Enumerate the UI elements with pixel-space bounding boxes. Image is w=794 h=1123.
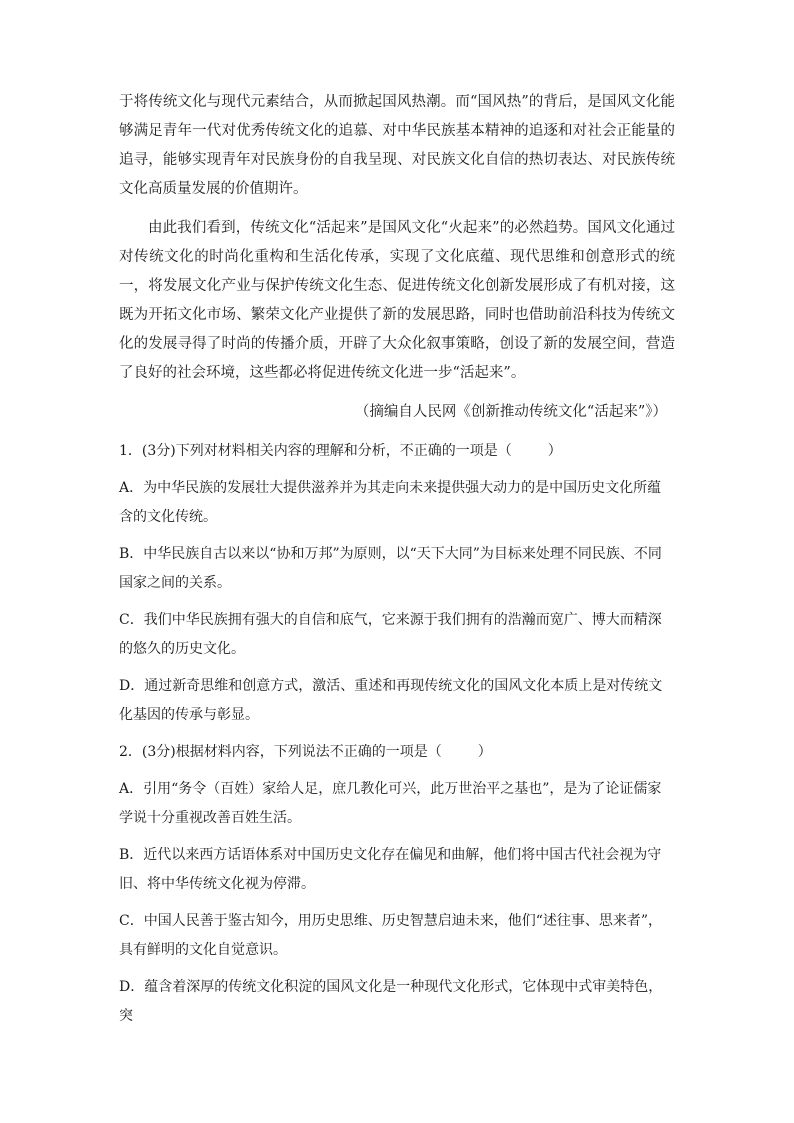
passage-paragraph-2: 由此我们看到，传统文化“活起来”是国风文化“火起来”的必然趋势。国风文化通过对传统文化的时尚化重构和生活化传承，实现了文化底蕴、现代思维和创意形式的统一，将发展文化产业与保护传统文化生态、促进传统文化创新发展形成了有机对接，这既为开拓文化市场、繁荣文化产业提供了新的发展思路，同时也借助前沿科技为传统文化的发展寻得了时尚的传播介质，开辟了大众化叙事策略，创设了新的发展空间，营造了良好的社会环境，这些都必将促进传统文化进一步“活起来”。 xyxy=(119,220,675,381)
passage-paragraph-1: 于将传统文化与现代元素结合，从而掀起国风热潮。而“国风热”的背后，是国风文化能够满足青年一代对优秀传统文化的追慕、对中华民族基本精神的追逐和对社会正能量的追寻，能够实现青年对民族身份的自我呈现、对民族文化自信的热切表达、对民族传统文化高质量发展的价值期许。 xyxy=(119,94,675,197)
question-2-option-a: A．引用“务令（百姓）家给人足，庶几教化可兴，此万世治平之基也”，是为了论证儒家学说十分重视改善百姓生活。 xyxy=(119,781,662,826)
passage-source: （摘编自人民网《创新推动传统文化“活起来”》） xyxy=(354,404,667,420)
question-2-option-b: B．近代以来西方话语体系对中国历史文化存在偏见和曲解，他们将中国古代社会视为守旧、将中华传统文化视为停滞。 xyxy=(119,847,662,892)
question-2-option-c: C．中国人民善于鉴古知今，用历史思维、历史智慧启迪未来，他们“述往事、思来者”，具有鲜明的文化自觉意识。 xyxy=(119,913,663,958)
question-1-stem: 1．(3分)下列对材料相关内容的理解和分析，不正确的一项是（ ） xyxy=(119,443,562,459)
question-1-option-a: A．为中华民族的发展壮大提供滋养并为其走向未来提供强大动力的是中国历史文化所蕴含的文化传统。 xyxy=(119,480,662,525)
question-2-option-d: D．蕴含着深厚的传统文化积淀的国风文化是一种现代文化形式，它体现中式审美特色，突 xyxy=(119,979,663,1024)
question-1-option-b: B．中华民族自古以来以“协和万邦”为原则，以“天下大同”为目标来处理不同民族、不同国家之间的关系。 xyxy=(119,546,662,591)
question-1-option-d: D．通过新奇思维和创意方式，激活、重述和再现传统文化的国风文化本质上是对传统文化基因的传承与彰显。 xyxy=(119,678,663,723)
question-2-stem: 2．(3分)根据材料内容，下列说法不正确的一项是（ ） xyxy=(119,744,492,760)
document-page xyxy=(119,88,675,1039)
question-1-option-c: C．我们中华民族拥有强大的自信和底气，它来源于我们拥有的浩瀚而宽广、博大而精深的悠久的历史文化。 xyxy=(119,612,662,657)
